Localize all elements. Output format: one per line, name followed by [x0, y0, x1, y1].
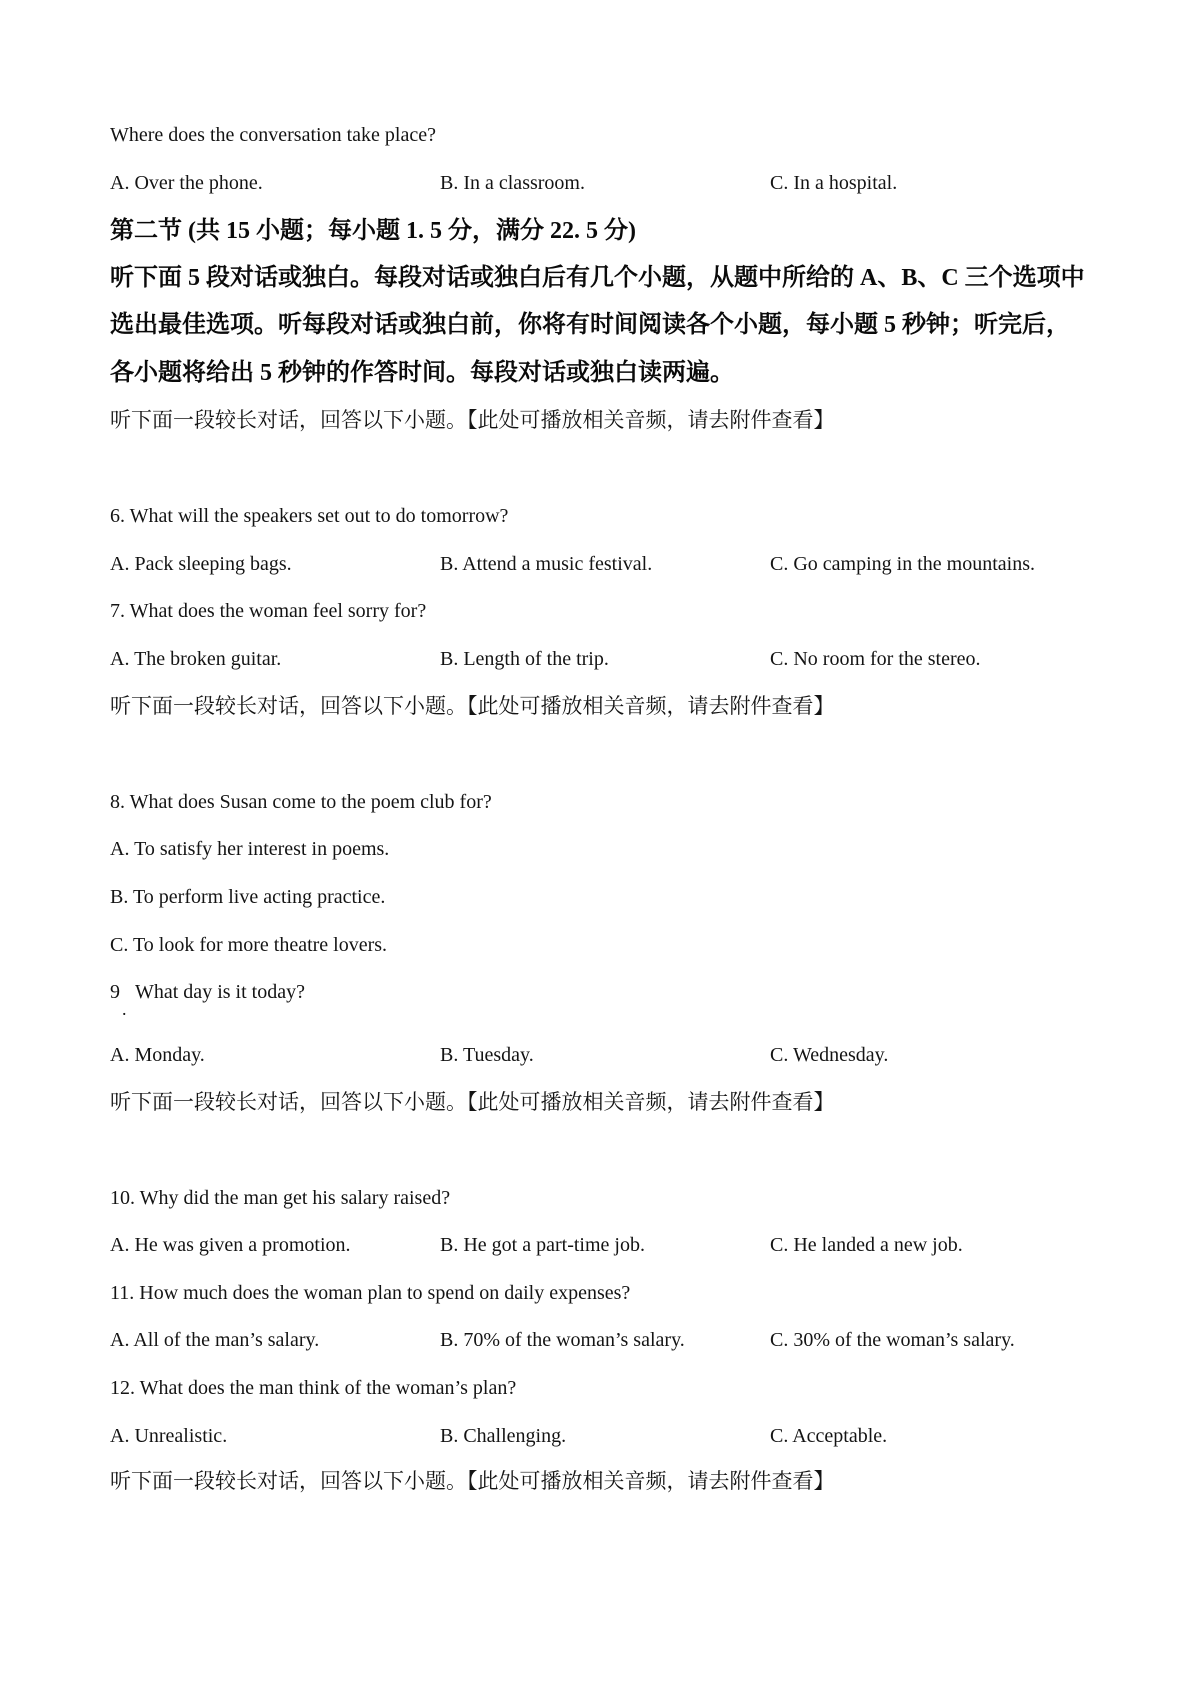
question-5-option-b: B. In a classroom.: [440, 172, 585, 194]
question-12-option-a: A. Unrealistic.: [110, 1425, 228, 1447]
question-5-option-c: C. In a hospital.: [770, 172, 898, 194]
question-11-option-c: C. 30% of the woman’s salary.: [770, 1329, 1015, 1351]
question-12-text: 12. What does the man think of the woman’s plan?: [110, 1377, 517, 1399]
question-7-option-b: B. Length of the trip.: [440, 648, 609, 670]
section-2-title: 第二节 (共 15 小题；每小题 1. 5 分，满分 22. 5 分): [110, 218, 636, 244]
question-10-option-a: A. He was given a promotion.: [110, 1234, 351, 1256]
question-12-option-c: C. Acceptable.: [770, 1425, 888, 1447]
question-7-option-c: C. No room for the stereo.: [770, 648, 981, 670]
audio-note-2: 听下面一段较长对话，回答以下小题。【此处可播放相关音频，请去附件查看】: [110, 694, 835, 718]
question-10-option-c: C. He landed a new job.: [770, 1234, 963, 1256]
question-10-option-b: B. He got a part-time job.: [440, 1234, 645, 1256]
question-8-option-b: B. To perform live acting practice.: [110, 886, 386, 908]
question-5-option-a: A. Over the phone.: [110, 172, 263, 194]
section-2-instructions-line-2: 选出最佳选项。听每段对话或独白前，你将有时间阅读各个小题，每小题 5 秒钟；听完后，: [110, 312, 1070, 338]
question-9-stray-dot: .: [122, 999, 127, 1019]
question-8-option-a: A. To satisfy her interest in poems.: [110, 838, 390, 860]
audio-note-1: 听下面一段较长对话，回答以下小题。【此处可播放相关音频，请去附件查看】: [110, 408, 835, 432]
question-11-option-b: B. 70% of the woman’s salary.: [440, 1329, 685, 1351]
question-6-text: 6. What will the speakers set out to do tomorrow?: [110, 505, 509, 527]
question-9-option-b: B. Tuesday.: [440, 1044, 534, 1066]
question-11-option-a: A. All of the man’s salary.: [110, 1329, 320, 1351]
question-7-option-a: A. The broken guitar.: [110, 648, 282, 670]
audio-note-3: 听下面一段较长对话，回答以下小题。【此处可播放相关音频，请去附件查看】: [110, 1090, 835, 1114]
question-5-text: Where does the conversation take place?: [110, 124, 436, 146]
section-2-instructions-line-1: 听下面 5 段对话或独白。每段对话或独白后有几个小题，从题中所给的 A、B、C 三个选项中: [110, 265, 1085, 291]
question-9-option-c: C. Wednesday.: [770, 1044, 889, 1066]
question-9-number: 9: [110, 981, 120, 1003]
audio-note-4: 听下面一段较长对话，回答以下小题。【此处可播放相关音频，请去附件查看】: [110, 1469, 835, 1493]
question-8-option-c: C. To look for more theatre lovers.: [110, 934, 388, 956]
question-10-text: 10. Why did the man get his salary raised?: [110, 1187, 451, 1209]
question-11-text: 11. How much does the woman plan to spend on daily expenses?: [110, 1282, 631, 1304]
question-9-text: What day is it today?: [135, 981, 305, 1003]
question-6-option-a: A. Pack sleeping bags.: [110, 553, 292, 575]
question-9-option-a: A. Monday.: [110, 1044, 205, 1066]
question-6-option-c: C. Go camping in the mountains.: [770, 553, 1035, 575]
section-2-instructions-line-3: 各小题将给出 5 秒钟的作答时间。每段对话或独白读两遍。: [110, 360, 734, 386]
question-8-text: 8. What does Susan come to the poem club for?: [110, 791, 492, 813]
question-12-option-b: B. Challenging.: [440, 1425, 567, 1447]
question-7-text: 7. What does the woman feel sorry for?: [110, 600, 427, 622]
question-6-option-b: B. Attend a music festival.: [440, 553, 653, 575]
